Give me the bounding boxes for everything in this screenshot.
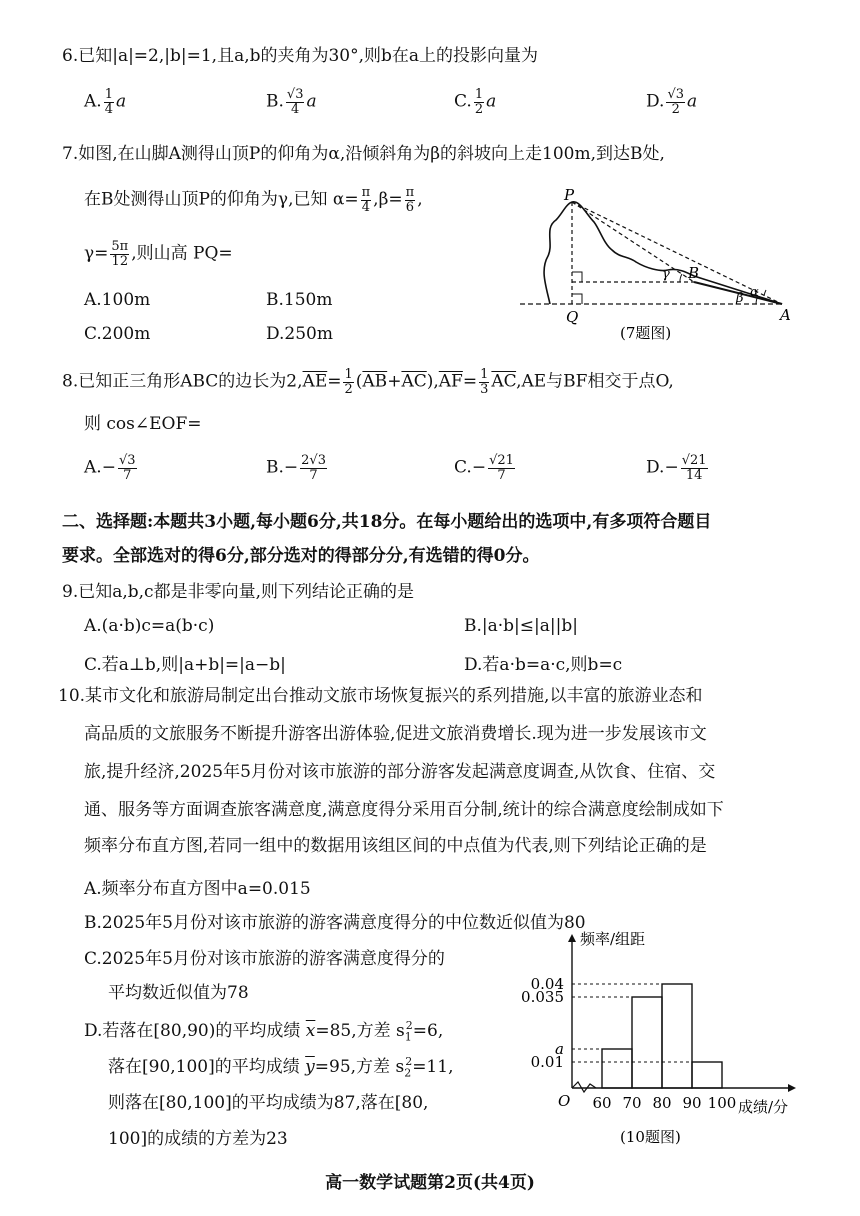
q10-stem-line1: 10.某市文化和旅游局制定出台推动文旅市场恢复振兴的系列措施,以丰富的旅游业态和 <box>58 686 703 706</box>
q9-stem: 9.已知a,b,c都是非零向量,则下列结论正确的是 <box>62 582 414 602</box>
q8-option-c[interactable]: C.− $\frac{√21}{7}$ <box>454 453 514 483</box>
q7-label-alpha: α <box>750 285 759 300</box>
q7-figure-caption: (7题图) <box>620 324 672 342</box>
x-axis-label: 成绩/分 <box>738 1098 789 1116</box>
q10-option-b[interactable]: B.2025年5月份对该市旅游的游客满意度得分的中位数近似值为80 <box>84 913 586 933</box>
q10-stem-line5: 频率分布直方图,若同一组中的数据用该组区间的中点值为代表,则下列结论正确的是 <box>84 836 707 856</box>
q7-label-beta: β <box>736 291 744 306</box>
q7-option-a[interactable]: A.100m <box>84 290 151 310</box>
q10-option-d-line4: 100]的成绩的方差为23 <box>108 1129 288 1149</box>
q10-option-d-line1[interactable]: D.若落在[80,90)的平均成绩 $\overline{x}=85$,方差 $s_1^2=6$, <box>84 1019 444 1044</box>
x-tick-label: 100 <box>707 1094 737 1112</box>
q7-stem-line3: γ= $\frac{5\pi}{12}$ ,则山高 PQ= <box>84 239 233 269</box>
q8-option-d[interactable]: D.− $\frac{√21}{14}$ <box>646 453 707 483</box>
q6-stem: 6.已知|a|=2,|b|=1,且a,b的夹角为30°,则b在a上的投影向量为 <box>62 46 539 66</box>
q7-label-p: P <box>564 186 575 204</box>
origin-label: O <box>558 1092 571 1110</box>
section2-header-line1: 二、选择题:本题共3小题,每小题6分,共18分。在每小题给出的选项中,有多项符合题目 <box>62 512 712 532</box>
q6-option-d[interactable]: D. $\frac{√3}{2}$ a <box>646 87 698 117</box>
q7-option-b[interactable]: B.150m <box>266 290 333 310</box>
q7-option-c[interactable]: C.200m <box>84 324 151 344</box>
q7-stem-line2: 在B处测得山顶P的仰角为γ,已知 α= $\frac{\pi}{4}$ ,β= $\frac{\pi}{6}$ , <box>84 185 423 215</box>
q7-label-a: A <box>780 306 791 324</box>
q7-option-d[interactable]: D.250m <box>266 324 333 344</box>
q9-option-d[interactable]: D.若a·b=a·c,则b=c <box>464 655 623 675</box>
y-tick-label: 0.01 <box>530 1053 564 1071</box>
q6-option-a[interactable]: A. $\frac{1}{4}$ a <box>84 87 127 117</box>
q10-stem-line4: 通、服务等方面调查旅客满意度,满意度得分采用百分制,统计的综合满意度绘制成如下 <box>84 800 724 820</box>
x-tick-label: 60 <box>592 1094 612 1112</box>
q10-option-c-line2: 平均数近似值为78 <box>108 983 249 1003</box>
q9-option-c[interactable]: C.若a⊥b,则|a+b|=|a−b| <box>84 655 286 675</box>
y-axis-arrow <box>568 934 576 942</box>
q10-histogram <box>520 930 810 1150</box>
axis-break <box>572 1082 596 1092</box>
histogram-bar <box>692 1062 722 1088</box>
histogram-bar <box>632 997 662 1088</box>
x-tick-label: 80 <box>652 1094 672 1112</box>
x-axis-arrow <box>788 1084 796 1092</box>
q7-label-b: B <box>688 264 700 282</box>
q10-option-d-line3: 则落在[80,100]的平均成绩为87,落在[80, <box>108 1093 429 1113</box>
q10-stem-line2: 高品质的文旅服务不断提升游客出游体验,促进文旅消费增长.现为进一步发展该市文 <box>84 724 707 744</box>
y-axis-label: 频率/组距 <box>580 930 646 948</box>
q8-stem-line1: 8.已知正三角形ABC的边长为$2,\overline{AE}=$ $\frac{1}{2}$ $(\overline{AB}+\overline{AC}),\overline{AF}=$ $\frac{1}{3}$ $\overline{AC},AE$与BF相交于点O, <box>62 367 674 397</box>
q9-option-b[interactable]: B.|a·b|≤|a||b| <box>464 616 578 636</box>
y-tick-label: a <box>555 1040 564 1058</box>
histogram-caption: (10题图) <box>620 1128 681 1146</box>
page-footer: 高一数学试题第2页(共4页) <box>325 1173 535 1193</box>
q6-option-c[interactable]: C. $\frac{1}{2}$ a <box>454 87 497 117</box>
x-tick-label: 70 <box>622 1094 642 1112</box>
section2-header-line2: 要求。全部选对的得6分,部分选对的得部分分,有选错的得0分。 <box>62 546 540 566</box>
y-tick-label: 0.035 <box>521 988 564 1006</box>
q8-stem-line2: 则 cos∠EOF= <box>84 414 202 434</box>
q8-option-a[interactable]: A.− $\frac{√3}{7}$ <box>84 453 136 483</box>
q9-option-a[interactable]: A.(a·b)c=a(b·c) <box>84 616 215 636</box>
q6-option-b[interactable]: B. $\frac{√3}{4}$ a <box>266 87 317 117</box>
q7-label-q: Q <box>566 308 579 326</box>
q7-stem-line1: 7.如图,在山脚A测得山顶P的仰角为α,沿倾斜角为β的斜坡向上走100m,到达B处, <box>62 144 665 164</box>
q10-option-c-line1[interactable]: C.2025年5月份对该市旅游的游客满意度得分的 <box>84 949 445 969</box>
histogram-bar <box>662 984 692 1088</box>
q10-option-a[interactable]: A.频率分布直方图中a=0.015 <box>84 879 311 899</box>
q7-figure <box>510 186 800 356</box>
q7-label-gamma: γ <box>662 267 670 282</box>
histogram-bar <box>602 1049 632 1088</box>
q10-stem-line3: 旅,提升经济,2025年5月份对该市旅游的部分游客发起满意度调查,从饮食、住宿、交 <box>84 762 716 782</box>
y-tick-label: 0.04 <box>530 975 564 993</box>
q8-option-b[interactable]: B.− $\frac{2√3}{7}$ <box>266 453 326 483</box>
q10-option-d-line2: 落在[90,100]的平均成绩 $\overline{y}=95$,方差 $s_2^2=11$, <box>108 1055 454 1080</box>
x-tick-label: 90 <box>682 1094 702 1112</box>
